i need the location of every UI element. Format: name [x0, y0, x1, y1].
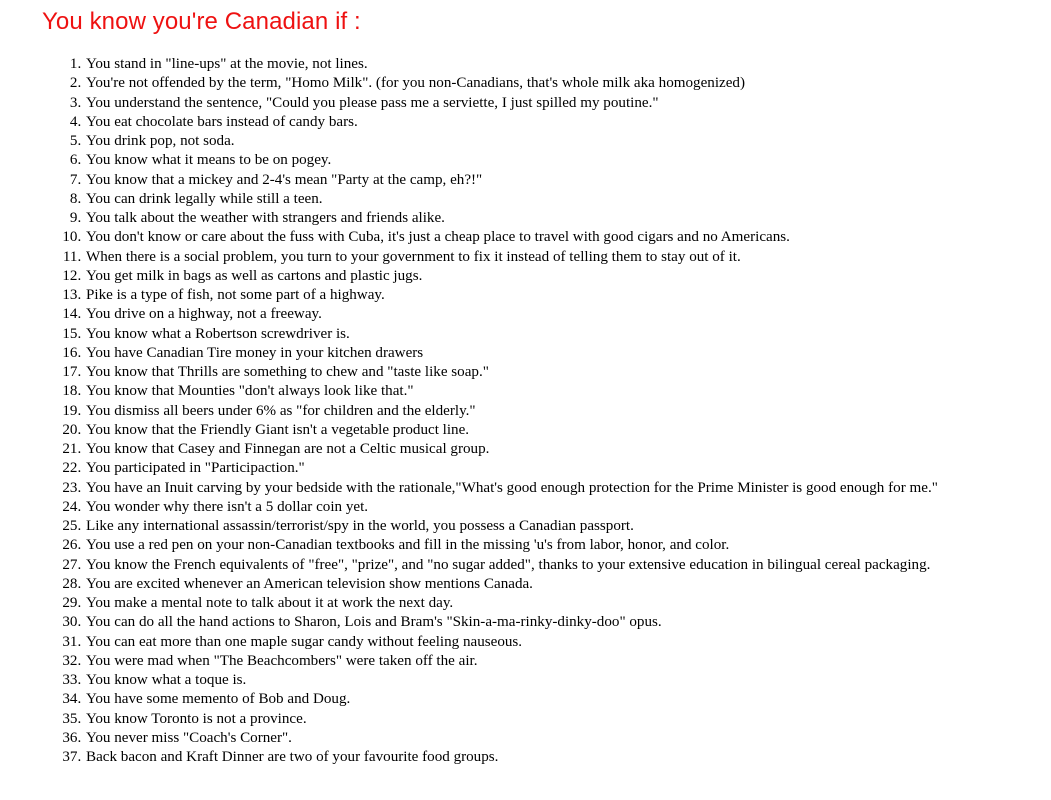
list-item: 2. You're not offended by the term, "Homo Milk". (for you non-Canadians, that's whole milk aka homogenized)	[85, 74, 1051, 93]
list-item: 24. You wonder why there isn't a 5 dollar coin yet.	[85, 498, 1051, 517]
canadian-list	[42, 55, 1051, 767]
list-item: 9. You talk about the weather with strangers and friends alike.	[85, 209, 1051, 228]
list-item: 15. You know what a Robertson screwdriver is.	[85, 325, 1051, 344]
list-item: 35. You know Toronto is not a province.	[85, 710, 1051, 729]
page-title: You know you're Canadian if :	[42, 8, 361, 35]
list-item: 14. You drive on a highway, not a freeway.	[85, 305, 1051, 324]
list-item: 16. You have Canadian Tire money in your kitchen drawers	[85, 344, 1051, 363]
list-item: 34. You have some memento of Bob and Doug.	[85, 690, 1051, 709]
list-item: 30. You can do all the hand actions to Sharon, Lois and Bram's "Skin-a-ma-rinky-dinky-doo" opus.	[85, 613, 1051, 632]
list-item: 21. You know that Casey and Finnegan are not a Celtic musical group.	[85, 440, 1051, 459]
list-item: 32. You were mad when "The Beachcombers" were taken off the air.	[85, 652, 1051, 671]
list-item: 13. Pike is a type of fish, not some part of a highway.	[85, 286, 1051, 305]
list-item: 1. You stand in "line-ups" at the movie, not lines.	[85, 55, 1051, 74]
list-item: 20. You know that the Friendly Giant isn't a vegetable product line.	[85, 421, 1051, 440]
list-item: 25. Like any international assassin/terrorist/spy in the world, you possess a Canadian passport.	[85, 517, 1051, 536]
list-item: 7. You know that a mickey and 2-4's mean "Party at the camp, eh?!"	[85, 171, 1051, 190]
list-item: 17. You know that Thrills are something to chew and "taste like soap."	[85, 363, 1051, 382]
list-item: 22. You participated in "Participaction."	[85, 459, 1051, 478]
list-item: 37. Back bacon and Kraft Dinner are two of your favourite food groups.	[85, 748, 1051, 767]
list-item: 11. When there is a social problem, you turn to your government to fix it instead of telling them to stay out of it.	[85, 248, 1051, 267]
list-item: 26. You use a red pen on your non-Canadian textbooks and fill in the missing 'u's from labor, honor, and color.	[85, 536, 1051, 555]
list-item: 6. You know what it means to be on pogey.	[85, 151, 1051, 170]
list-item: 31. You can eat more than one maple sugar candy without feeling nauseous.	[85, 633, 1051, 652]
list-item: 10. You don't know or care about the fuss with Cuba, it's just a cheap place to travel with good cigars and no Americans.	[85, 228, 1051, 247]
list-item: 23. You have an Inuit carving by your bedside with the rationale,"What's good enough protection for the Prime Minister is good enough for me."	[85, 479, 1051, 498]
list-item: 33. You know what a toque is.	[85, 671, 1051, 690]
list-item: 4. You eat chocolate bars instead of candy bars.	[85, 113, 1051, 132]
list-item: 5. You drink pop, not soda.	[85, 132, 1051, 151]
list-item: 8. You can drink legally while still a teen.	[85, 190, 1051, 209]
list-item: 29. You make a mental note to talk about it at work the next day.	[85, 594, 1051, 613]
list-item: 36. You never miss "Coach's Corner".	[85, 729, 1051, 748]
list-item: 3. You understand the sentence, "Could you please pass me a serviette, I just spilled my poutine."	[85, 94, 1051, 113]
list-item: 28. You are excited whenever an American television show mentions Canada.	[85, 575, 1051, 594]
list-item: 27. You know the French equivalents of "free", "prize", and "no sugar added", thanks to your extensive education in bilingual cereal packaging.	[85, 556, 1051, 575]
list-item: 19. You dismiss all beers under 6% as "for children and the elderly."	[85, 402, 1051, 421]
list-item: 12. You get milk in bags as well as cartons and plastic jugs.	[85, 267, 1051, 286]
list-item: 18. You know that Mounties "don't always look like that."	[85, 382, 1051, 401]
